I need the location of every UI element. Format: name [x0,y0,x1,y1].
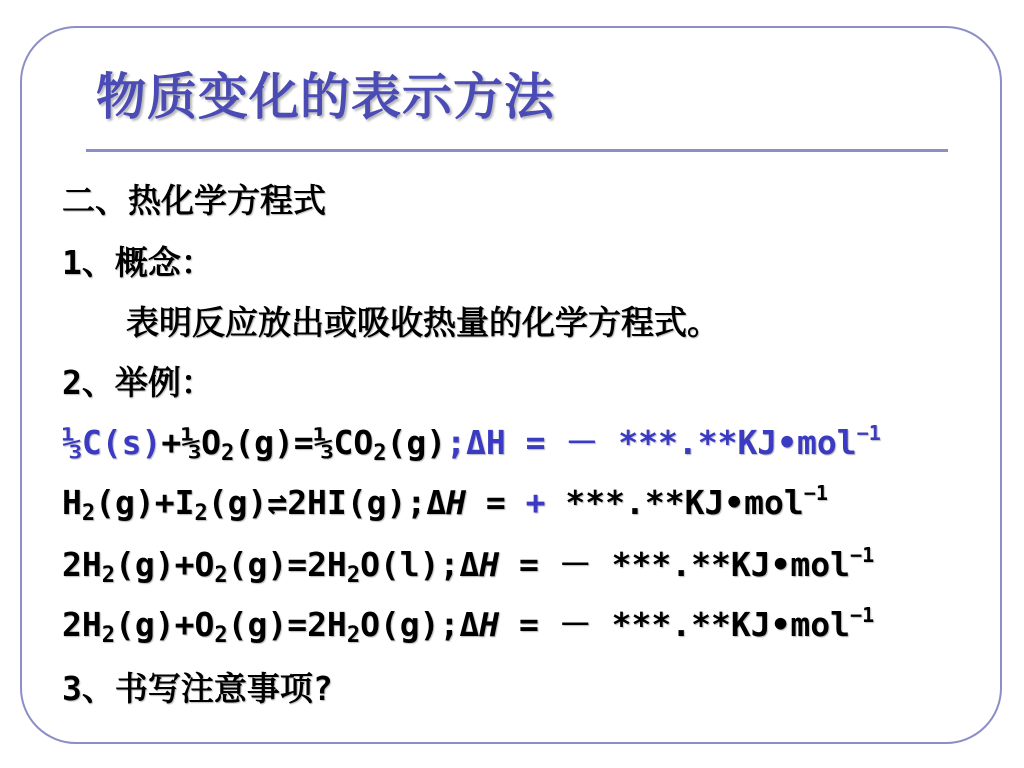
eq4-unit-exponent: −1 [850,603,875,627]
slide-title: 物质变化的表示方法 [96,68,555,126]
eq4-sub1: 2 [101,623,115,648]
eq1-delta-h: ;ΔH = [446,423,546,462]
definition-text: 表明反应放出或吸收热量的化学方程式。 [126,303,720,342]
eq3-sub2: 2 [214,563,228,588]
eq3-part2: (g)+O [115,545,215,584]
eq2-value: ***.**KJ•mol [545,483,804,522]
eq2-sub1: 2 [81,501,96,526]
eq3-unit-exponent: −1 [850,543,875,567]
eq1-part4: (g) [386,423,447,462]
section-heading: 二、热化学方程式 [62,181,326,220]
eq1-unit-exponent: −1 [856,421,881,445]
eq1-part1: ⅓C(s) [62,423,162,462]
equation-4 [62,603,875,648]
eq4-h: H [479,605,500,644]
eq1-unit: KJ•mol [737,423,857,462]
eq2-equals: = [466,483,526,522]
eq2-sub2: 2 [194,501,208,526]
eq1-part3: (g)=⅓CO [234,423,374,462]
equation-3 [62,543,875,588]
eq3-value: = － ***.**KJ•mol [499,545,851,584]
eq4-part4: O(g);Δ [360,605,480,644]
item-2-label: 2、举例： [62,363,214,402]
eq4-part2: (g)+O [115,605,215,644]
title-underline [86,149,948,152]
eq4-sub2: 2 [214,623,228,648]
eq3-sub1: 2 [101,563,115,588]
eq1-sub1: 2 [220,441,235,466]
eq1-part2: +⅓O [161,423,221,462]
eq4-sub3: 2 [346,623,361,648]
eq3-part1: 2H [62,545,102,584]
equation-2 [62,481,828,526]
eq2-part3: (g)⇌2HI(g);Δ [207,483,447,522]
eq2-sign: + [525,483,546,522]
eq3-part4: O(l);Δ [360,545,480,584]
eq1-value: － ***.** [545,423,738,462]
eq2-unit-exponent: −1 [803,481,828,505]
eq3-h: H [479,545,500,584]
eq1-sub2: 2 [373,441,387,466]
eq2-h: H [446,483,467,522]
eq4-part1: 2H [62,605,102,644]
eq3-part3: (g)=2H [227,545,347,584]
eq2-part1: H [62,483,82,522]
item-3-label: 3、书写注意事项? [62,669,333,708]
item-1-label: 1、概念： [62,243,214,282]
eq2-part2: (g)+I [95,483,195,522]
eq3-sub3: 2 [346,563,361,588]
eq4-part3: (g)=2H [227,605,347,644]
equation-1 [62,421,881,466]
eq4-value: = － ***.**KJ•mol [499,605,851,644]
